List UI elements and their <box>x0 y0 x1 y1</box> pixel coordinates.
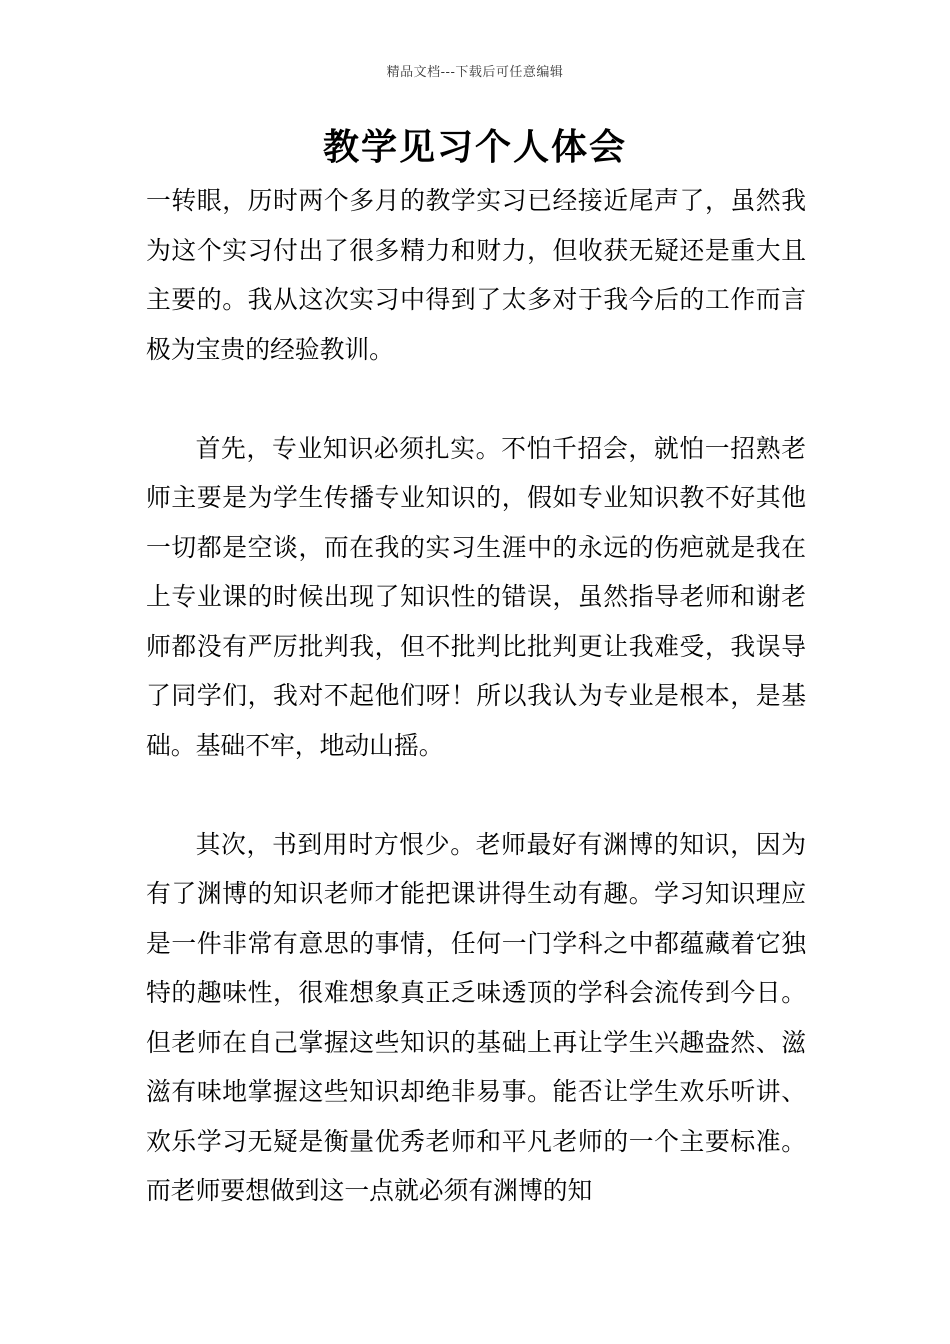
paragraph-2: 首先，专业知识必须扎实。不怕千招会，就怕一招熟老师主要是为学生传播专业知识的，假如专业知识教不好其他一切都是空谈，而在我的实习生涯中的永远的伤疤就是我在上专业课的时候出现了知识性的错误，虽然指导老师和谢老师都没有严厉批判我，但不批判比批判更让我难受，我误导了同学们，我对不起他们呀！所以我认为专业是根本，是基础。基础不牢，地动山摇。 <box>146 433 806 760</box>
header-note: 精品文档---下载后可任意编辑 <box>386 65 564 80</box>
paragraph-3: 其次，书到用时方恨少。老师最好有渊博的知识，因为有了渊博的知识老师才能把课讲得生动有趣。学习知识理应是一件非常有意思的事情，任何一门学科之中都蕴藏着它独特的趣味性，很难想象真正乏味透顶的学科会流传到今日。但老师在自己掌握这些知识的基础上再让学生兴趣盎然、滋滋有味地掌握这些知识却绝非易事。能否让学生欢乐听讲、欢乐学习无疑是衡量优秀老师和平凡老师的一个主要标准。而老师要想做到这一点就必须有渊博的知 <box>146 829 806 1205</box>
paragraph-spacer <box>146 770 806 820</box>
paragraph-1: 一转眼，历时两个多月的教学实习已经接近尾声了，虽然我为这个实习付出了很多精力和财力，但收获无疑还是重大且主要的。我从这次实习中得到了太多对于我今后的工作而言极为宝贵的经验教训。 <box>146 186 806 364</box>
paragraph-spacer <box>146 374 806 424</box>
document-title: 教学见习个人体会 <box>322 126 627 168</box>
document-body <box>146 176 806 1216</box>
